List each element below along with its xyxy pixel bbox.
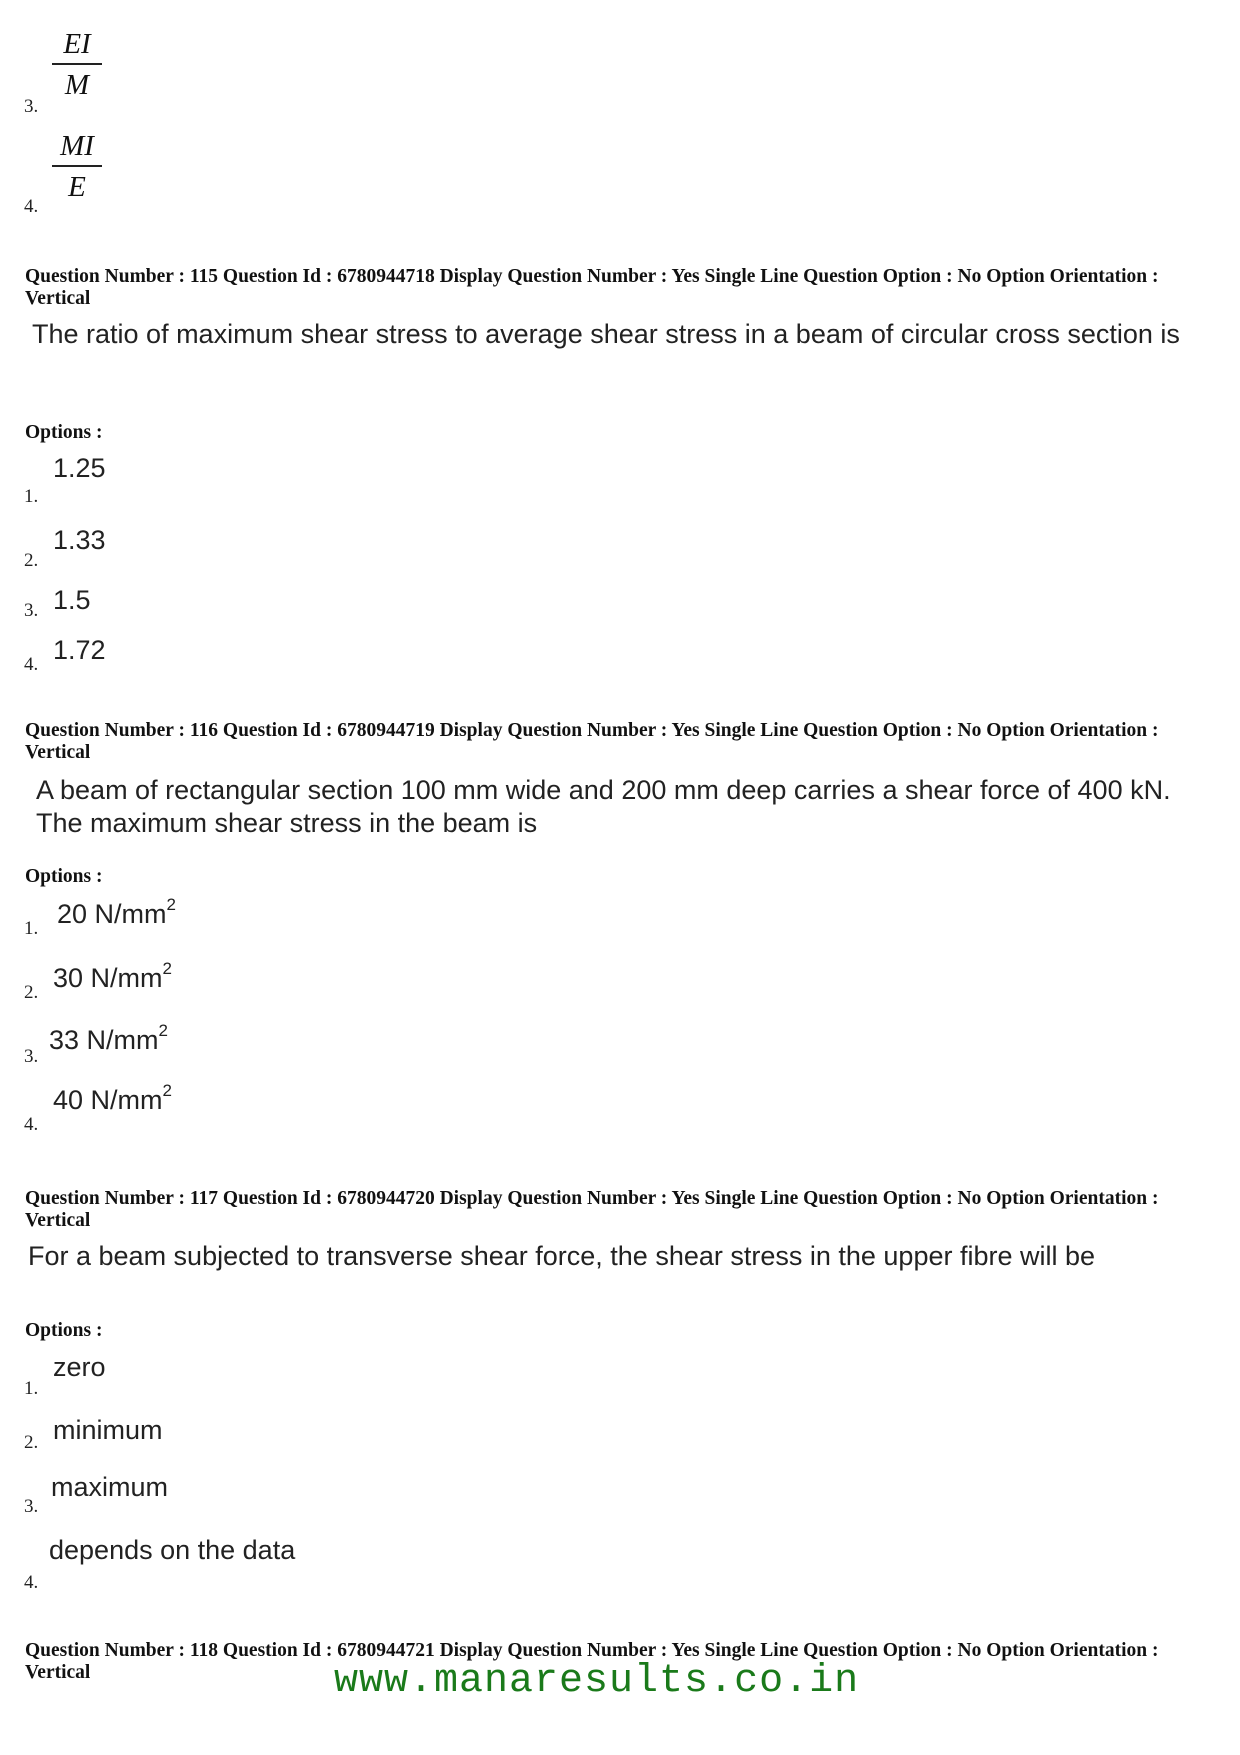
option-number: 1. — [24, 486, 39, 507]
option-number: 4. — [24, 196, 39, 217]
option-text: zero — [53, 1352, 106, 1382]
fraction-denominator: E — [68, 171, 86, 203]
option-number: 1. — [24, 918, 39, 939]
superscript: 2 — [162, 1081, 172, 1100]
options-label: Options : — [25, 866, 103, 887]
option-text: 1.25 — [53, 453, 106, 483]
option-text — [49, 1021, 168, 1056]
fraction-bar — [52, 63, 102, 65]
option-number: 2. — [24, 550, 39, 571]
question-meta-117: Question Number : 117 Question Id : 6780944720 Display Question Number : Yes Single Line Question Option : No Option Orientation : Vertical — [25, 1188, 1159, 1231]
option-text: minimum — [53, 1415, 163, 1445]
fraction-denominator: M — [64, 69, 90, 101]
option-value: 33 N/mm — [49, 1025, 159, 1055]
question-meta-115: Question Number : 115 Question Id : 6780944718 Display Question Number : Yes Single Line Question Option : No Option Orientation : Vertical — [25, 266, 1159, 309]
question-meta-116: Question Number : 116 Question Id : 6780944719 Display Question Number : Yes Single Line Question Option : No Option Orientation : Vertical — [25, 720, 1159, 763]
options-label: Options : — [25, 1320, 103, 1341]
option-number: 2. — [24, 1432, 39, 1453]
fraction-numerator: EI — [63, 28, 91, 60]
option-text: 1.5 — [53, 585, 91, 615]
superscript: 2 — [158, 1021, 168, 1040]
option-text — [53, 1081, 172, 1116]
option-value: 40 N/mm — [53, 1085, 163, 1115]
option-number: 2. — [24, 982, 39, 1003]
option-text: 1.72 — [53, 635, 106, 665]
option-value: 20 N/mm — [57, 899, 167, 929]
option-number: 4. — [24, 1114, 39, 1135]
option-number: 3. — [24, 1496, 39, 1517]
fraction-mi-over-e — [52, 130, 102, 204]
option-text — [57, 895, 176, 930]
option-text: depends on the data — [49, 1535, 296, 1565]
option-text: maximum — [51, 1472, 169, 1502]
website-watermark: www.manaresults.co.in — [334, 1659, 860, 1704]
superscript: 2 — [166, 895, 176, 914]
options-label: Options : — [25, 422, 103, 443]
question-meta-118: Question Number : 118 Question Id : 6780944721 Display Question Number : Yes Single Line Question Option : No Option Orientation : Vertical — [25, 1640, 1159, 1683]
option-text: 1.33 — [53, 525, 106, 555]
option-number: 4. — [24, 654, 39, 675]
superscript: 2 — [162, 959, 172, 978]
option-number: 1. — [24, 1378, 39, 1399]
question-text-116: A beam of rectangular section 100 mm wide and 200 mm deep carries a shear force of 400 kN. The maximum shear stress in the beam is — [36, 775, 1171, 838]
fraction-bar — [52, 165, 102, 167]
option-value: 30 N/mm — [53, 963, 163, 993]
option-number: 4. — [24, 1572, 39, 1593]
option-number: 3. — [24, 1046, 39, 1067]
option-number: 3. — [24, 600, 39, 621]
fraction-numerator: MI — [60, 130, 94, 162]
option-text — [53, 959, 172, 994]
question-text-115: The ratio of maximum shear stress to average shear stress in a beam of circular cross section is — [32, 319, 1180, 349]
question-text-117: For a beam subjected to transverse shear force, the shear stress in the upper fibre will be — [28, 1241, 1096, 1271]
option-number: 3. — [24, 96, 39, 117]
fraction-ei-over-m — [52, 28, 102, 102]
